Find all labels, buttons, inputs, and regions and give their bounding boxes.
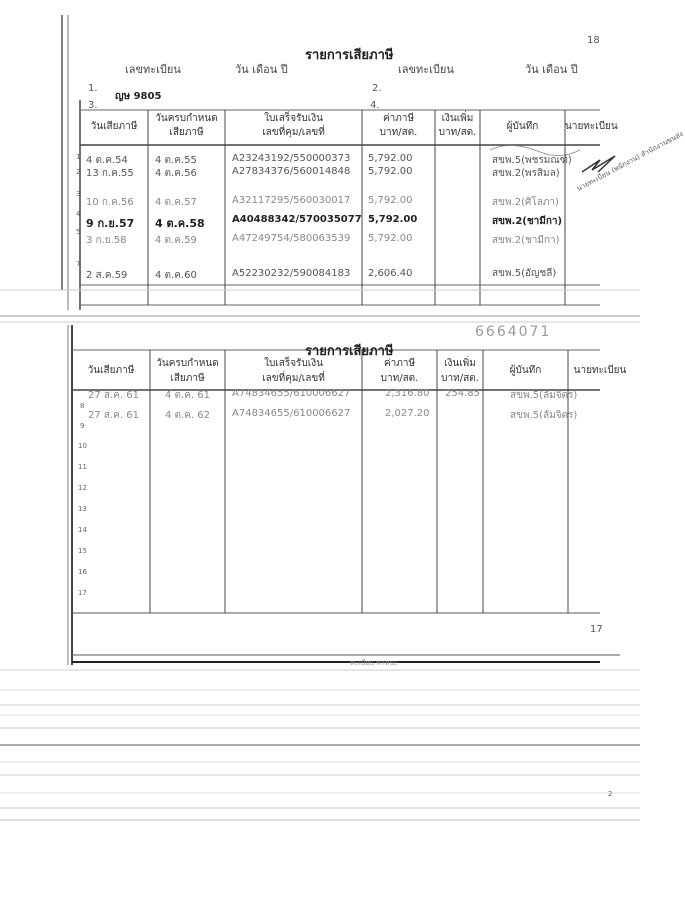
header-tax-date: วันเสียภาษี <box>87 365 135 376</box>
registration-label: เลขทะเบียน <box>125 63 181 76</box>
row-index: 13 <box>78 505 87 513</box>
row-index: 5 <box>76 228 81 236</box>
header-due-date-1: วันครบกำหนด <box>155 113 218 124</box>
footer-text: ทะเบียน พาหนะ <box>350 659 399 667</box>
header-fee-2: บาท/สต. <box>379 127 418 138</box>
tax-date: 13 ก.ค.55 <box>86 168 134 179</box>
page-title: รายการเสียภาษี <box>305 48 394 63</box>
tax-date: 10 ก.ค.56 <box>86 197 134 208</box>
header-fee-1: ค่าภาษี <box>382 113 415 124</box>
due-date: 4 ต.ค.55 <box>155 155 197 166</box>
row-index: 3 <box>76 190 81 198</box>
recorder: สขพ.2(ชามีกา) <box>492 235 560 246</box>
row-index: 12 <box>78 484 87 492</box>
row-index: 14 <box>78 526 87 534</box>
receipt-number: A40488342/570035077 <box>232 214 362 225</box>
header-extra-2: บาท/สต. <box>438 127 477 138</box>
row-index: 16 <box>78 568 87 576</box>
header-fee-2: บาท/สต. <box>380 373 419 384</box>
receipt-number: A74834655/610006627 <box>232 388 351 399</box>
recorder: สขพ.5(ลัมจิตร) <box>510 390 578 401</box>
date-label: วัน เดือน ปี <box>235 63 288 76</box>
row-index: 1 <box>76 153 81 161</box>
receipt-number: A32117295/560030017 <box>232 195 351 206</box>
header-due-date-2: เสียภาษี <box>169 127 204 138</box>
tax-date: 3 ก.ย.58 <box>86 235 127 246</box>
item-1-plate: ญษ 9805 <box>115 91 162 102</box>
row-index: 4 <box>76 210 81 218</box>
header-receipt-2: เลขที่คุม/เลขที่ <box>262 373 325 384</box>
tax-fee: 5,792.00 <box>368 166 413 177</box>
receipt-number: A27834376/560014848 <box>232 166 351 177</box>
row-index: 15 <box>78 547 87 555</box>
tax-fee: 2,027.20 <box>385 408 430 419</box>
tax-fee: 5,792.00 <box>368 153 413 164</box>
header-receipt-2: เลขที่คุม/เลขที่ <box>262 127 325 138</box>
row-index: 7 <box>76 260 81 268</box>
row-index: 11 <box>78 463 87 471</box>
item-2-number: 2. <box>372 83 382 94</box>
page-title-2: รายการเสียภาษี <box>305 344 394 359</box>
recorder: สขพ.2(ชามีกา) <box>492 216 563 227</box>
row-index: 17 <box>78 589 87 597</box>
tax-fee: 5,792.00 <box>368 214 418 225</box>
due-date: 4 ต.ค.60 <box>155 270 197 281</box>
tax-date: 4 ต.ค.54 <box>86 155 128 166</box>
receipt-number: A52230232/590084183 <box>232 268 351 279</box>
page-number-2: 17 <box>590 624 603 635</box>
tax-date: 27 ส.ค. 61 <box>88 390 139 401</box>
header-receipt-1: ใบเสร็จรับเงิน <box>264 358 323 369</box>
item-4-number: 4. <box>370 100 380 111</box>
header-registrar: นายทะเบียน <box>573 365 627 376</box>
item-3-number: 3. <box>88 100 98 111</box>
extra-charge: 254.85 <box>445 388 480 399</box>
due-date: 4 ต.ค.58 <box>155 217 205 230</box>
row-index: 2 <box>76 168 81 176</box>
recorder: สขพ.2(ศิโลภา) <box>492 197 559 208</box>
recorder: สขพ.5(พชรมณฑ์) <box>492 155 572 166</box>
stray-mark: 2 <box>608 790 613 798</box>
tax-fee: 5,792.00 <box>368 233 413 244</box>
header-recorder: ผู้บันทึก <box>506 121 539 132</box>
receipt-number: A47249754/580063539 <box>232 233 351 244</box>
item-1-number: 1. <box>88 83 98 94</box>
header-registrar: นายทะเบียน <box>565 121 618 132</box>
header-tax-date: วันเสียภาษี <box>90 121 138 132</box>
header-fee-1: ค่าภาษี <box>383 358 416 369</box>
header-due-date-2: เสียภาษี <box>170 373 205 384</box>
due-date: 4 ต.ค. 62 <box>165 410 210 421</box>
header-extra-1: เงินเพิ่ม <box>441 113 474 124</box>
header-recorder: ผู้บันทึก <box>509 365 542 376</box>
registration-label-2: เลขทะเบียน <box>398 63 454 76</box>
due-date: 4 ต.ค.57 <box>155 197 197 208</box>
date-label-2: วัน เดือน ปี <box>525 63 578 76</box>
recorder: สขพ.5(ลัมจิตร) <box>510 410 578 421</box>
page-number: 18 <box>587 35 600 46</box>
tax-fee: 5,792.00 <box>368 195 413 206</box>
due-date: 4 ต.ค. 61 <box>165 390 210 401</box>
tax-date: 2 ส.ค.59 <box>86 270 128 281</box>
row-index: 10 <box>78 442 87 450</box>
recorder: สขพ.2(พรสิมล) <box>492 168 560 179</box>
tax-date: 9 ก.ย.57 <box>86 217 135 230</box>
header-due-date-1: วันครบกำหนด <box>156 358 219 369</box>
header-extra-1: เงินเพิ่ม <box>444 358 476 369</box>
row-index: 9 <box>80 422 85 430</box>
row-index: 8 <box>80 402 85 410</box>
header-receipt-1: ใบเสร็จรับเงิน <box>264 113 323 124</box>
serial-number: 6664071 <box>475 324 552 340</box>
registrar-stamp: นายทะเบียน (พนักงาน) สำนักงานขนส่ง <box>575 129 685 193</box>
tax-date: 27 ส.ค. 61 <box>88 410 139 421</box>
receipt-number: A23243192/550000373 <box>232 153 351 164</box>
due-date: 4 ต.ค.59 <box>155 235 197 246</box>
due-date: 4 ต.ค.56 <box>155 168 197 179</box>
receipt-number: A74834655/610006627 <box>232 408 351 419</box>
tax-fee: 2,606.40 <box>368 268 413 279</box>
recorder: สขพ.5(อัญชลี) <box>492 268 557 279</box>
header-extra-2: บาท/สต. <box>441 373 479 384</box>
tax-fee: 2,316.80 <box>385 388 430 399</box>
